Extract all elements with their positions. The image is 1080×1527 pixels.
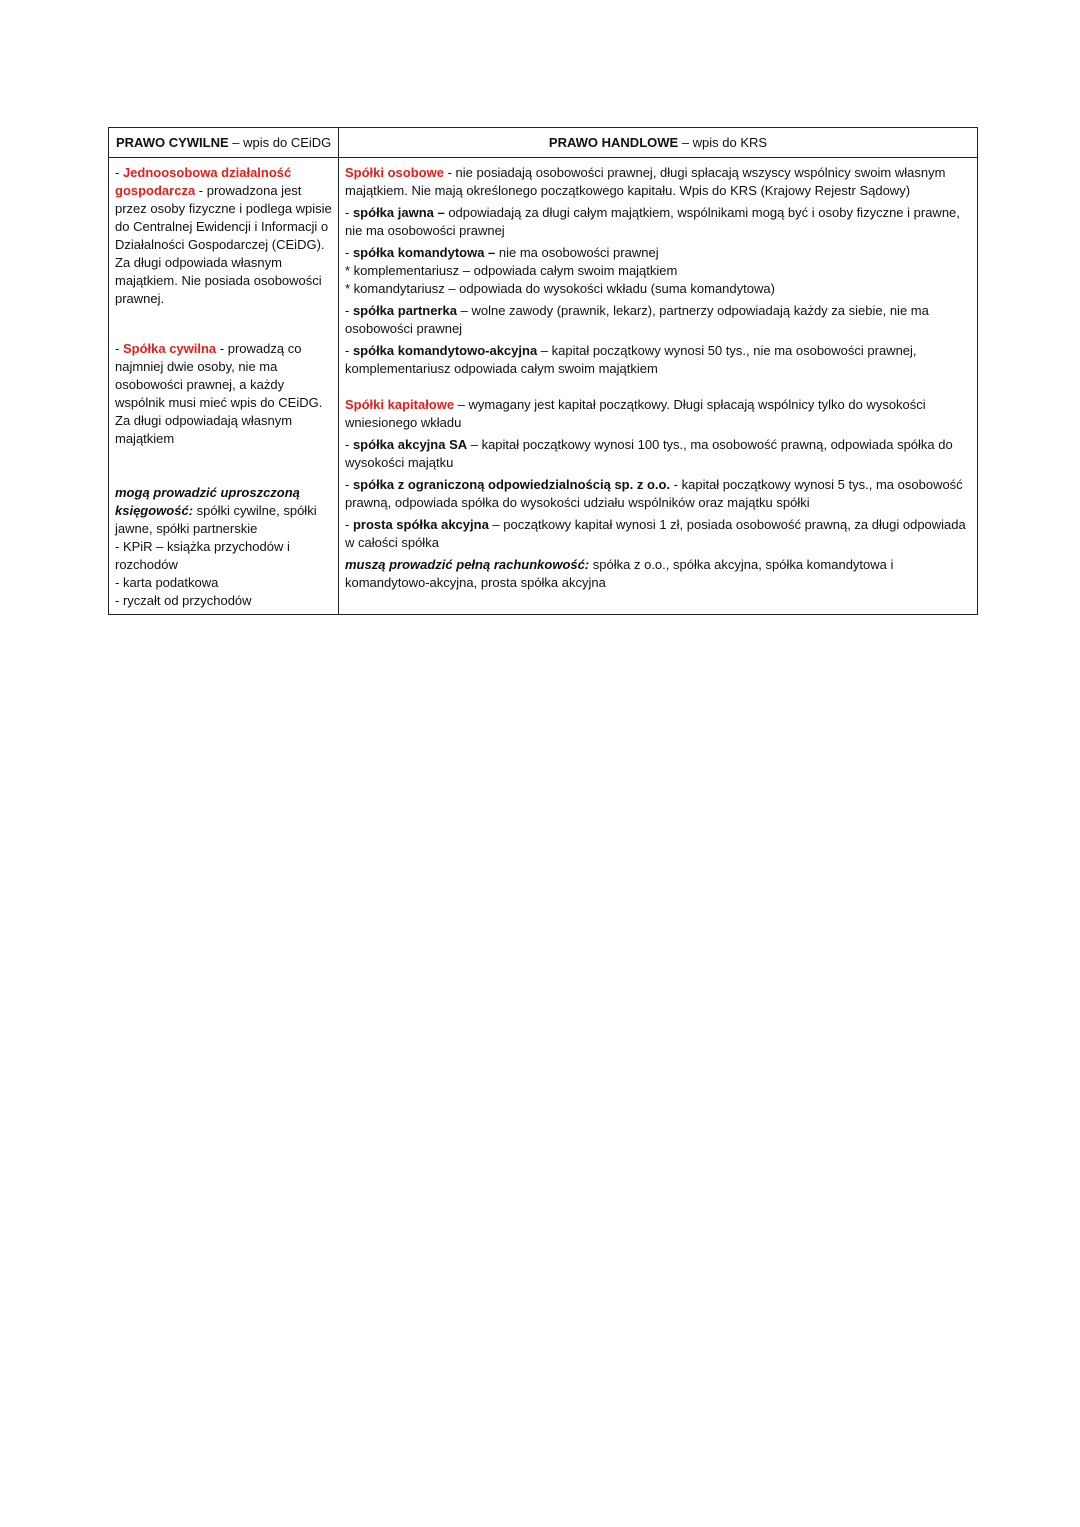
commercial-law-cell xyxy=(339,158,978,615)
llc-text: - kapitał początkowy wynosi 5 tys., ma osobowość prawną, odpowiada spółka do wysokości udziału wspólników oraz majątku spółki xyxy=(345,477,963,510)
general-partner-line: * komplementariusz – odpowiada całym swoim majątkiem xyxy=(345,263,678,278)
limited-partner-line: * komandytariusz – odpowiada do wysokości wkładu (suma komandytowa) xyxy=(345,281,775,296)
limited-joint-stock-text: – kapitał początkowy wynosi 50 tys., nie ma osobowości prawnej, komplementariusz odpowiada całym swoim majątkiem xyxy=(345,343,917,376)
simplified-accounting-term: mogą prowadzić uproszczoną księgowość: xyxy=(115,485,300,518)
simplified-accounting-paragraph xyxy=(115,484,332,538)
professional-partnership-text: – wolne zawody (prawnik, lekarz), partnerzy odpowiadają każdy za siebie, nie ma osobowości prawnej xyxy=(345,303,929,336)
simple-joint-stock-text: – początkowy kapitał wynosi 1 zł, posiada osobowość prawną, za długi odpowiada w całości spółka xyxy=(345,517,966,550)
header-civil-law-title: PRAWO CYWILNE xyxy=(116,134,229,150)
sole-proprietorship-text: - prowadzona jest przez osoby fizyczne i podlega wpisie do Centralnej Ewidencji i Informacji o Działalności Gospodarczej (CEiDG). Za długi odpowiada własnym majątkiem. Nie posiada osobowości prawnej. xyxy=(115,183,332,306)
general-partnership-paragraph xyxy=(345,204,969,240)
capital-companies-paragraph xyxy=(345,396,969,432)
dash: - xyxy=(345,517,353,532)
civil-partnership-paragraph xyxy=(115,340,332,448)
dash: - xyxy=(345,205,353,220)
dash: - xyxy=(345,245,353,260)
header-commercial-law-subtitle: – wpis do KRS xyxy=(678,134,768,150)
partnerships-paragraph xyxy=(345,164,969,200)
header-civil-law xyxy=(109,128,339,158)
professional-partnership-term: spółka partnerka xyxy=(352,303,457,318)
professional-partnership-paragraph xyxy=(345,302,969,338)
civil-law-cell xyxy=(109,158,339,615)
header-commercial-law xyxy=(339,128,978,158)
joint-stock-company-term: spółka akcyjna SA xyxy=(352,437,468,452)
full-accounting-paragraph xyxy=(345,556,969,592)
sole-proprietorship-paragraph xyxy=(115,164,332,308)
limited-partnership-text: nie ma osobowości prawnej xyxy=(495,245,659,260)
limited-partnership-paragraph xyxy=(345,244,969,298)
dash: - xyxy=(345,343,353,358)
header-commercial-law-title: PRAWO HANDLOWE xyxy=(548,134,679,150)
full-accounting-term: muszą prowadzić pełną rachunkowość: xyxy=(345,557,590,572)
list-item: - ryczałt od przychodów xyxy=(115,593,252,608)
sole-proprietorship-term: Jednoosobowa działalność gospodarcza xyxy=(115,165,292,198)
limited-joint-stock-term: spółka komandytowo-akcyjna xyxy=(352,343,538,358)
partnerships-term: Spółki osobowe xyxy=(345,165,444,180)
limited-joint-stock-paragraph xyxy=(345,342,969,378)
llc-paragraph xyxy=(345,476,969,512)
comparison-table xyxy=(108,127,978,615)
list-item: - karta podatkowa xyxy=(115,575,219,590)
dash: - xyxy=(345,303,353,318)
general-partnership-text: odpowiadają za długi całym majątkiem, wspólnikami mogą być i osoby fizyczne i prawne, nie ma osobowości prawnej xyxy=(345,205,960,238)
content-row xyxy=(109,158,978,615)
partnerships-text: - nie posiadają osobowości prawnej, długi spłacają wszyscy wspólnicy swoim własnym majątkiem. Nie mają określonego początkowego kapitału. Wpis do KRS (Krajowy Rejestr Sądowy) xyxy=(345,165,946,198)
header-row xyxy=(109,128,978,158)
joint-stock-company-text: – kapitał początkowy wynosi 100 tys., ma osobowość prawną, odpowiada spółka do wysokości majątku xyxy=(345,437,953,470)
simple-joint-stock-paragraph xyxy=(345,516,969,552)
full-accounting-text: spółka z o.o., spółka akcyjna, spółka komandytowa i komandytowo-akcyjna, prosta spółka akcyjna xyxy=(345,557,894,590)
dash: - xyxy=(115,341,123,356)
capital-companies-text: – wymagany jest kapitał początkowy. Długi spłacają wspólnicy tylko do wysokości wniesionego wkładu xyxy=(345,397,926,430)
dash: - xyxy=(345,477,353,492)
joint-stock-company-paragraph xyxy=(345,436,969,472)
general-partnership-term: spółka jawna – xyxy=(352,205,445,220)
civil-partnership-text: - prowadzą co najmniej dwie osoby, nie ma osobowości prawnej, a każdy wspólnik musi mieć wpis do CEiDG. Za długi odpowiadają własnym majątkiem xyxy=(115,341,323,446)
list-item: - KPiR – książka przychodów i rozchodów xyxy=(115,539,290,572)
capital-companies-term: Spółki kapitałowe xyxy=(345,397,455,412)
dash: - xyxy=(115,165,123,180)
simple-joint-stock-term: prosta spółka akcyjna xyxy=(352,517,489,532)
limited-partnership-term: spółka komandytowa – xyxy=(352,245,496,260)
header-civil-law-subtitle: – wpis do CEiDG xyxy=(228,134,332,150)
llc-term: spółka z ograniczoną odpowiedzialnością sp. z o.o. xyxy=(352,477,671,492)
simplified-accounting-text: spółki cywilne, spółki jawne, spółki partnerskie xyxy=(115,503,317,536)
civil-partnership-term: Spółka cywilna xyxy=(122,341,217,356)
dash: - xyxy=(345,437,353,452)
